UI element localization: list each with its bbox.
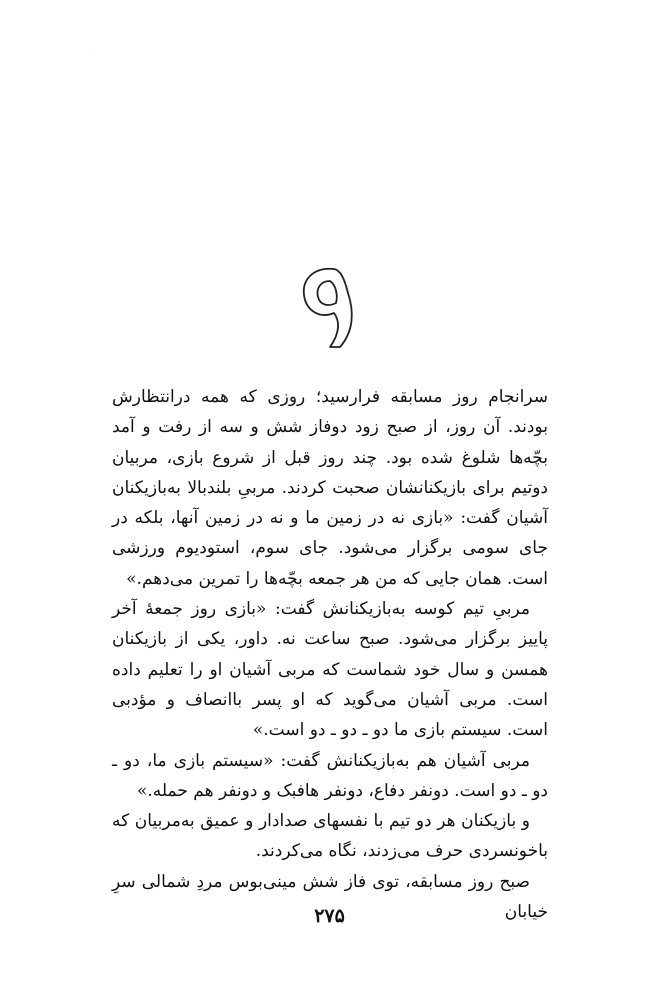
paragraph-2: مربیِ تیم کوسه به‌بازیکنانش گفت: «بازی روز جمعهٔ آخر پاییز برگزار می‌شود. صبح ساعت نه. داور، یکی از بازیکنان همسن و سال خود شماست که مربی آشیان او را تعلیم داده است. مربی آشیان می‌گوید که او پسر باانصاف و مؤدبی است. سیستم بازی ما دو ـ دو ـ دو است.» bbox=[112, 599, 548, 741]
paragraph-1: سرانجام روز مسابقه فرارسید؛ روزی که همه درانتظارش بودند. آن روز، از صبح زود دوفاز شش و سه از رفت و آمد بچّه‌ها شلوغ شده بود. چند روز قبل از شروع بازی، مربیان دوتیم برای بازیکنانشان صحبت کردند. مربیِ بلندبالا به‌بازیکنان آشیان گفت: «بازی نه در زمین ما و نه در زمین آنها، بلکه در جای سومی برگزار می‌شود. جای سوم، استودیوم ورزشی است. همان جایی که من هر جمعه بچّه‌ها را تمرین می‌دهم.» bbox=[112, 387, 548, 589]
paragraph-5: صبح روز مسابقه، توی فاز شش مینی‌بوس مردِ شمالی سرِ خیابان bbox=[112, 871, 548, 923]
chapter-number bbox=[0, 55, 659, 350]
body-text bbox=[112, 382, 548, 927]
chapter-number-glyph bbox=[89, 55, 370, 350]
paragraph-3: مربی آشیان هم به‌بازیکنانش گفت: «سیستم بازی ما، دو ـ دو ـ دو است. دونفر دفاع، دونفر هافبک و دونفر هم حمله.» bbox=[112, 750, 548, 801]
page-number: ۲۷۵ bbox=[314, 905, 345, 927]
paragraph-4: و بازیکنان هر دو تیم با نفسهای صدادار و عمیق به‌مربیان که باخونسردی حرف می‌زدند، نگاه می‌کردند. bbox=[112, 811, 548, 862]
chapter-number-text: ۹ bbox=[89, 55, 91, 56]
